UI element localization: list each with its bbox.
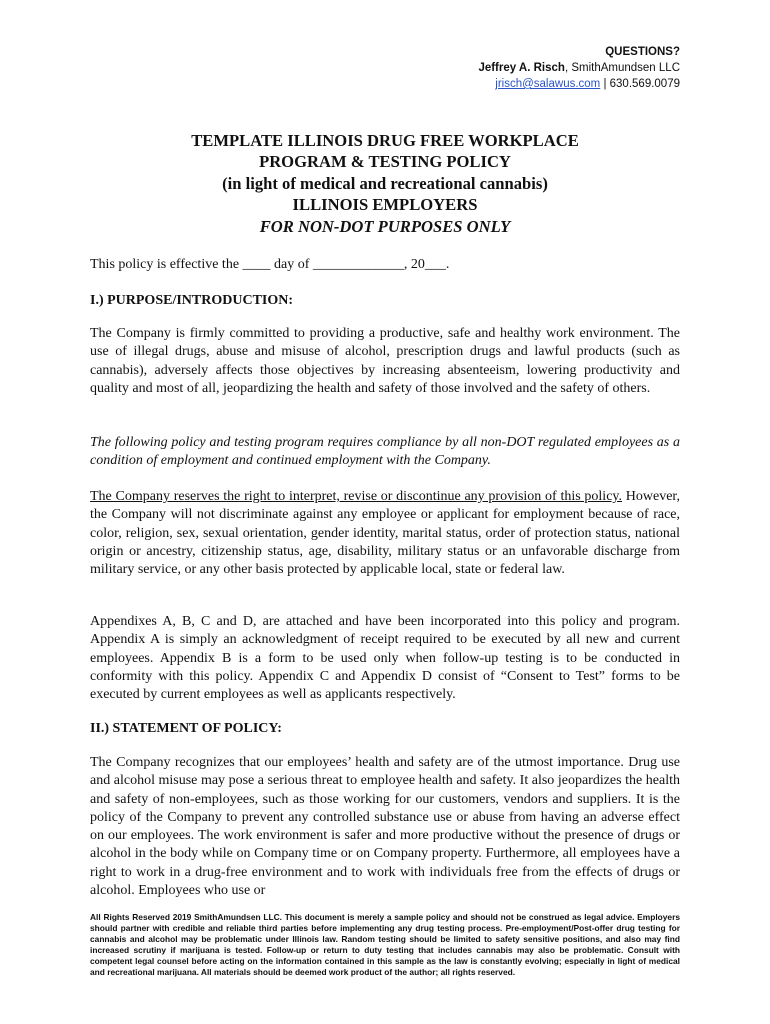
- title-line-3: (in light of medical and recreational cannabis): [222, 173, 548, 193]
- contact-firm: , SmithAmundsen LLC: [564, 62, 680, 74]
- section-2-heading: [90, 720, 680, 738]
- paragraph: [90, 488, 680, 579]
- contact-email-line: [478, 76, 680, 92]
- contact-block: [478, 44, 680, 92]
- reservation-clause: The Company reserves the right to interpret, revise or discontinue any provision of this policy.: [90, 489, 623, 504]
- section-2-paragraph-1: [90, 754, 680, 900]
- section-1-paragraph-3: [90, 488, 680, 579]
- title-line-5: FOR NON-DOT PURPOSES ONLY: [259, 216, 511, 236]
- title-line-1: TEMPLATE ILLINOIS DRUG FREE WORKPLACE: [191, 131, 579, 150]
- contact-name: Jeffrey A. Risch: [478, 62, 565, 74]
- contact-email-link[interactable]: jrisch@salawus.com: [495, 78, 601, 90]
- effective-date-text: This policy is effective the ____ day of _____________, 20___.: [90, 257, 450, 272]
- section-heading: II.) STATEMENT OF POLICY:: [90, 721, 282, 736]
- paragraph: The Company is firmly committed to providing a productive, safe and healthy work environment. The use of illegal drugs, abuse and misuse of alcohol, prescription drugs and lawful products (such as cannabis), adversely affects those objectives by increasing absenteeism, lowering productivity and quality and most of all, jeopardizing the health and safety of those involved and the safety of others.: [90, 326, 680, 396]
- section-1-paragraph-1: [90, 325, 680, 398]
- footer-disclaimer: All Rights Reserved 2019 SmithAmundsen LLC. This document is merely a sample policy and should not be construed as legal advice. Employers should partner with credible and reliable third parties before implementing any drug testing process. Pre-employment/Post-offer drug testing for cannabis and alcohol may be problematic under Illinois law. Random testing should be limited to safety sensitive positions, and also may find increased scrutiny if marijuana is tested. Follow-up or return to duty testing that includes cannabis may also be problematic. Consult with competent legal counsel before acting on the information contained in this sample as the law is constantly evolving; especially in light of medical and recreational marijuana. All materials should be deemed work product of the author; all rights reserved.: [90, 912, 680, 977]
- contact-phone: | 630.569.0079: [600, 78, 680, 90]
- effective-date-line: [90, 256, 680, 274]
- questions-label: QUESTIONS?: [605, 46, 680, 58]
- paragraph: The following policy and testing program requires compliance by all non-DOT regulated employees as a condition of employment and continued employment with the Company.: [90, 435, 680, 469]
- section-heading: I.) PURPOSE/INTRODUCTION:: [90, 293, 294, 308]
- contact-name-line: [478, 60, 680, 76]
- section-1-heading: [90, 292, 680, 310]
- section-1-paragraph-2: [90, 434, 680, 471]
- title-line-4: ILLINOIS EMPLOYERS: [292, 195, 478, 215]
- paragraph: Appendixes A, B, C and D, are attached and have been incorporated into this policy and program. Appendix A is simply an acknowledgment of receipt required to be executed by all new and current employees. Appendix B is a form to be used only when follow-up testing is to be conducted in conformity with this policy. Appendix C and Appendix D consist of “Consent to Test” forms to be executed by current employees as well as applicants respectively.: [90, 614, 680, 703]
- paragraph: The Company recognizes that our employees’ health and safety are of the utmost importance. Drug use and alcohol misuse may pose a serious threat to employee health and safety. It also jeopardizes the health and safety of non-employees, such as those working for our customers, vendors and suppliers. It is the policy of the Company to prevent any controlled substance use or abuse from having an adverse effect on our employees. The work environment is safer and more productive without the presence of drugs or alcohol in the body while on Company time or on Company property. Furthermore, all employees have a right to work in a drug-free environment and to work with individuals free from the effects of drugs or alcohol. Employees who use or: [90, 755, 680, 899]
- nondiscrimination-clause: However, the Company will not discriminate against any employee or applicant for employment because of race, color, religion, sex, sexual orientation, gender identity, marital status, order of protection status, national origin or ancestry, citizenship status, age, disability, military status or an unfavorable discharge from military service, or any other basis protected by applicable local, state or federal law.: [90, 489, 681, 578]
- document-title: [90, 130, 680, 237]
- section-1-paragraph-4: [90, 613, 680, 704]
- title-line-2: PROGRAM & TESTING POLICY: [259, 152, 511, 172]
